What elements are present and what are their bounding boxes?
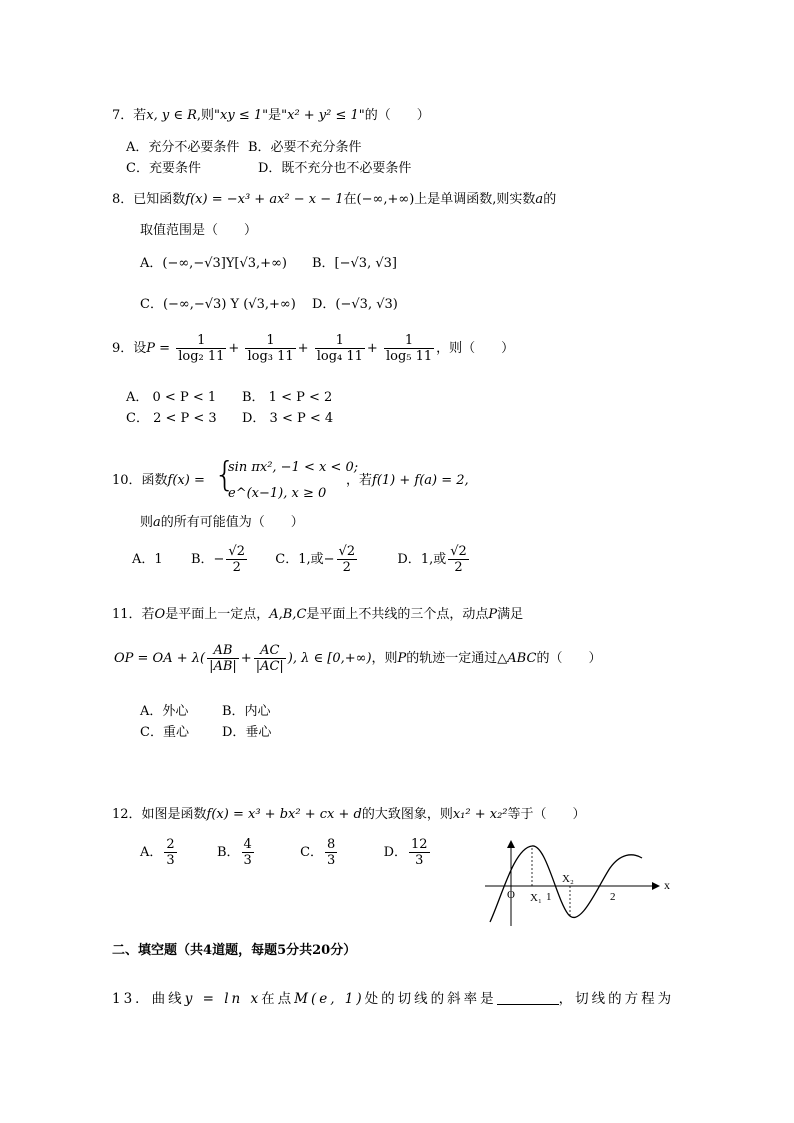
q9-frac-3-den: log₄ 11 bbox=[316, 349, 363, 364]
q11-a: 是平面上一定点， bbox=[165, 607, 270, 622]
q10-option-a-label: A． bbox=[132, 552, 155, 567]
q13-curve: y = ln x bbox=[184, 991, 262, 1007]
q11-frac-ac bbox=[254, 643, 286, 674]
q12-option-a-label: A． bbox=[140, 845, 163, 860]
q7-option-d: D．既不充分也不必要条件 bbox=[258, 161, 412, 176]
q11-abc: A,B,C bbox=[269, 607, 307, 622]
graph-label-x1: X₁ bbox=[530, 892, 542, 904]
q10-option-c-num: √2 bbox=[338, 544, 356, 559]
q11-b: 是平面上不共线的三个点，动点 bbox=[306, 607, 489, 622]
q10-func: f(x) = bbox=[167, 473, 205, 488]
q10-line2 bbox=[140, 516, 304, 529]
q9-frac-4 bbox=[384, 333, 434, 364]
q9-frac-4-num: 1 bbox=[404, 333, 414, 348]
q8-option-d: D．(−√3, √3) bbox=[312, 297, 398, 312]
q9-frac-3 bbox=[315, 333, 365, 364]
q13-blank[interactable] bbox=[497, 1004, 559, 1005]
q13-a: 处的切线的斜率是 bbox=[364, 991, 497, 1007]
q12-option-a-den: 3 bbox=[166, 853, 175, 868]
q10-stem-cond bbox=[346, 474, 469, 487]
q8-var: a bbox=[535, 192, 544, 207]
q7-cond2: x² + y² ≤ 1 bbox=[287, 108, 359, 123]
graph-x-arrow bbox=[652, 882, 660, 890]
q7-mid1: ,则" bbox=[196, 108, 221, 123]
q10-option-b-minus: − bbox=[213, 552, 225, 567]
q11-vec-ab: AB bbox=[213, 643, 233, 658]
graph-label-x: x bbox=[664, 878, 670, 892]
q10-line2-a: 则 bbox=[140, 515, 154, 530]
q12-cubic-graph bbox=[480, 838, 680, 928]
q11-option-d: D．垂心 bbox=[222, 725, 272, 740]
q12-option-a-num: 2 bbox=[166, 837, 175, 852]
section-2-num: 4 bbox=[203, 943, 213, 958]
q7-cond1: xy ≤ 1 bbox=[220, 108, 263, 123]
q12-expr: x₁² + x₂² bbox=[452, 807, 508, 822]
q10-mid: ，若 bbox=[346, 473, 373, 488]
q10-cond: f(1) + f(a) = 2, bbox=[372, 473, 469, 488]
q12-option-a-frac bbox=[164, 837, 176, 868]
q10-line2-var: a bbox=[153, 515, 161, 530]
q9-end: ，则（ ） bbox=[436, 341, 515, 356]
q10-option-b-label: B． bbox=[190, 552, 214, 567]
graph-label-origin: O bbox=[507, 889, 515, 901]
q10-option-c-frac bbox=[337, 544, 358, 575]
q7-math: x, y ∈ R bbox=[146, 108, 197, 123]
q9-plus-2: + bbox=[297, 341, 309, 356]
q10-option-d-num: √2 bbox=[450, 544, 467, 559]
q11-option-c: C．重心 bbox=[140, 725, 189, 740]
q11-c: 满足 bbox=[497, 607, 524, 622]
q9-frac-1-num: 1 bbox=[197, 333, 206, 348]
q11-option-a: A．外心 bbox=[140, 704, 189, 719]
q11-tri: ABC bbox=[507, 651, 537, 666]
q9-frac-2-num: 1 bbox=[266, 333, 275, 348]
q7-option-c: C．充要条件 bbox=[126, 161, 201, 176]
q9-frac-3-num: 1 bbox=[335, 333, 344, 348]
q7-stem bbox=[112, 109, 430, 122]
q10-option-d-frac bbox=[448, 544, 469, 575]
q9-frac-1-den: log₂ 11 bbox=[178, 349, 225, 364]
q7-option-a: A．充分不必要条件 bbox=[126, 140, 240, 155]
section-2-title-b: 道题，每题 bbox=[212, 943, 278, 958]
q11-frac-ab bbox=[207, 643, 239, 674]
q12-option-d-label: D． bbox=[383, 845, 408, 860]
q10-option-c-value: 1,或 bbox=[298, 552, 324, 567]
q9-option-b: B． 1 < P < 2 bbox=[242, 390, 333, 405]
q12-option-c-den: 3 bbox=[327, 853, 336, 868]
q12-option-c-num: 8 bbox=[327, 837, 336, 852]
q12-option-b-den: 3 bbox=[243, 853, 252, 868]
section-2-score: 5 bbox=[277, 943, 287, 958]
q9-frac-4-den: log₅ 11 bbox=[385, 349, 433, 364]
q12-option-d-den: 3 bbox=[409, 852, 430, 868]
q10-option-c-label: C． bbox=[275, 552, 299, 567]
q9-plus-1: + bbox=[228, 341, 240, 356]
graph-label-one: 1 bbox=[546, 891, 552, 903]
q11-eq-left: OP = OA + λ( bbox=[114, 651, 206, 666]
q8-option-b: B．[−√3, √3] bbox=[312, 256, 397, 271]
q7-option-b: B．必要不充分条件 bbox=[248, 140, 362, 155]
q10-stem-prefix bbox=[112, 474, 205, 487]
q13-prefix: 13．曲线 bbox=[112, 991, 185, 1007]
q12-option-d-frac bbox=[409, 837, 430, 868]
q10-option-d-label: D． bbox=[397, 552, 421, 567]
q11-stem bbox=[112, 608, 523, 621]
q10-option-d-den: 2 bbox=[448, 559, 469, 575]
q10-option-c-minus: − bbox=[323, 552, 335, 567]
q13-mid: 在点 bbox=[261, 991, 295, 1007]
q8-tail: 的 bbox=[543, 192, 557, 207]
q10-option-c-den: 2 bbox=[337, 559, 358, 575]
q12-option-b-frac bbox=[242, 837, 254, 868]
q12-mid: 的大致图象，则 bbox=[361, 807, 453, 822]
q11-p2: P bbox=[397, 651, 407, 666]
section-2-title-a: 二、填空题（共 bbox=[112, 943, 204, 958]
q8-stem bbox=[112, 193, 556, 206]
q13-b: ，切线的方程为 bbox=[558, 991, 675, 1007]
graph-y-arrow bbox=[507, 840, 515, 848]
q11-prefix: 11．若 bbox=[112, 607, 155, 622]
q13-stem bbox=[112, 993, 674, 1007]
q9-option-d: D． 3 < P < 4 bbox=[242, 411, 334, 426]
q9-option-c: C． 2 < P < 3 bbox=[126, 411, 217, 426]
q8-option-c: C．(−∞,−√3) Y (√3,+∞) bbox=[140, 297, 296, 312]
q9-frac-1 bbox=[176, 333, 226, 364]
q8-line2: 取值范围是（ ） bbox=[140, 223, 258, 238]
q9-p-eq: P = bbox=[146, 341, 171, 356]
q7-mid2: "是" bbox=[262, 108, 288, 123]
q9-stem bbox=[112, 333, 514, 364]
q12-option-c-label: C． bbox=[300, 845, 324, 860]
q10-option-b-frac bbox=[226, 544, 247, 575]
q9-plus-3: + bbox=[366, 341, 378, 356]
q10-line2-b: 的所有可能值为（ ） bbox=[160, 515, 304, 530]
q11-eq-right: ), λ ∈ [0,+∞) bbox=[287, 651, 372, 666]
q12-end: 等于（ ） bbox=[507, 807, 586, 822]
q11-o: O bbox=[154, 607, 166, 622]
q7-prefix: 7．若 bbox=[112, 108, 147, 123]
section-2-title-c: 分共 bbox=[286, 943, 313, 958]
q10-option-d-value: 1,或 bbox=[420, 552, 447, 567]
q9-option-a: A． 0 < P < 1 bbox=[126, 390, 217, 405]
q11-equation bbox=[114, 643, 601, 674]
q10-brace: { bbox=[214, 455, 236, 495]
q8-prefix: 8．已知函数 bbox=[112, 192, 186, 207]
graph-label-x2: X₂ bbox=[562, 873, 574, 885]
q13-point: M(e, 1) bbox=[294, 991, 365, 1007]
q9-frac-2-den: log₃ 11 bbox=[247, 349, 294, 364]
q9-frac-2 bbox=[245, 333, 295, 364]
q10-options bbox=[132, 544, 471, 575]
q12-option-c-frac bbox=[325, 837, 337, 868]
q11-d: ，则 bbox=[371, 651, 398, 666]
q10-case-1: sin πx², −1 < x < 0; bbox=[228, 460, 359, 475]
q11-vec-ac: AC bbox=[260, 643, 280, 658]
q11-abs-ac: |AC| bbox=[255, 659, 284, 674]
q8-interval: (−∞,+∞) bbox=[356, 192, 415, 207]
section-2-title bbox=[112, 944, 356, 957]
section-2-total: 20 bbox=[312, 943, 331, 958]
q8-mid: 在 bbox=[343, 192, 357, 207]
q11-f: 的（ ） bbox=[536, 651, 602, 666]
q12-option-b-label: B． bbox=[216, 845, 240, 860]
q12-options bbox=[140, 837, 432, 868]
q8-end: 上是单调函数,则实数 bbox=[414, 192, 536, 207]
q11-e: 的轨迹一定通过△ bbox=[406, 651, 508, 666]
section-2-title-d: 分） bbox=[330, 943, 357, 958]
q10-option-b-num: √2 bbox=[228, 544, 245, 559]
q11-plus: + bbox=[240, 651, 252, 666]
q12-prefix: 12．如图是函数 bbox=[112, 807, 207, 822]
q12-option-d-num: 12 bbox=[411, 837, 428, 852]
q12-stem bbox=[112, 808, 586, 821]
graph-label-two: 2 bbox=[610, 891, 616, 903]
q10-case-2: e^(x−1), x ≥ 0 bbox=[228, 486, 327, 501]
q7-end: "的（ ） bbox=[358, 108, 430, 123]
q9-prefix: 9．设 bbox=[112, 341, 147, 356]
q12-option-b-num: 4 bbox=[243, 837, 252, 852]
q11-abs-ab: |AB| bbox=[209, 659, 237, 674]
q10-option-b-den: 2 bbox=[226, 559, 247, 575]
q10-option-a-value: 1 bbox=[154, 552, 163, 567]
q8-option-a: A．(−∞,−√3]Y[√3,+∞) bbox=[140, 256, 287, 271]
q12-func: f(x) = x³ + bx² + cx + d bbox=[206, 807, 362, 822]
q11-option-b: B．内心 bbox=[222, 704, 271, 719]
q11-p: P bbox=[488, 607, 498, 622]
q8-func: f(x) = −x³ + ax² − x − 1 bbox=[185, 192, 344, 207]
q10-prefix: 10．函数 bbox=[112, 473, 168, 488]
